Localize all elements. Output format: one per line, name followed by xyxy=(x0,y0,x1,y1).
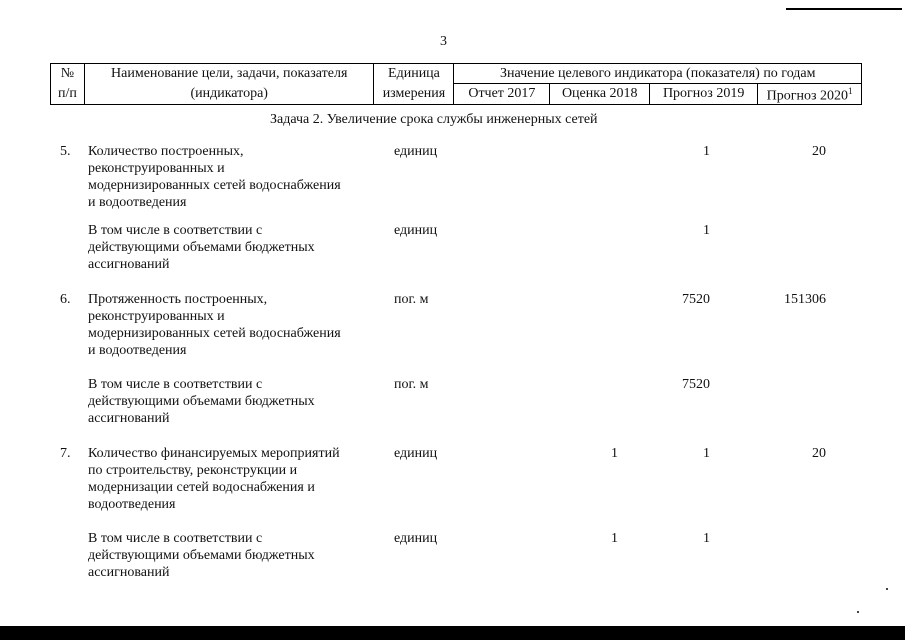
unit-of-measure: единиц xyxy=(394,446,438,461)
header-num-1: № xyxy=(51,64,85,84)
scan-bottom-edge xyxy=(0,626,905,640)
indicator-name-line: и водоотведения xyxy=(88,195,187,210)
unit-of-measure: единиц xyxy=(394,144,438,159)
row-number: 5. xyxy=(60,144,71,159)
indicator-name-line: и водоотведения xyxy=(88,343,187,358)
indicator-name-line: реконструированных и xyxy=(88,309,225,324)
unit-of-measure: пог. м xyxy=(394,377,429,392)
row-number: 7. xyxy=(60,446,71,461)
value-2019: 7520 xyxy=(682,292,710,307)
value-2019: 1 xyxy=(703,223,710,238)
indicator-name-line: модернизации сетей водоснабжения и xyxy=(88,480,315,495)
header-unit-2: измерения xyxy=(374,84,454,105)
scan-edge-line xyxy=(786,8,902,10)
header-unit-1: Единица xyxy=(374,64,454,84)
unit-of-measure: пог. м xyxy=(394,292,429,307)
value-2020: 20 xyxy=(812,446,826,461)
indicator-name xyxy=(88,143,378,211)
value-2019: 1 xyxy=(703,531,710,546)
indicator-name-line: действующими объемами бюджетных xyxy=(88,240,315,255)
indicator-name xyxy=(88,222,378,273)
row-number: 6. xyxy=(60,292,71,307)
indicator-name-line: ассигнований xyxy=(88,565,170,580)
value-2019: 7520 xyxy=(682,377,710,392)
indicator-name xyxy=(88,445,378,513)
indicator-name xyxy=(88,530,378,581)
indicator-name xyxy=(88,291,378,359)
header-year-2020 xyxy=(758,84,862,105)
value-2020: 151306 xyxy=(784,292,826,307)
indicator-name-line: модернизированных сетей водоснабжения xyxy=(88,178,341,193)
page-number: 3 xyxy=(440,34,447,49)
value-2018: 1 xyxy=(611,531,618,546)
value-2018: 1 xyxy=(611,446,618,461)
indicator-name-line: Количество финансируемых мероприятий xyxy=(88,446,340,461)
value-2020: 20 xyxy=(812,144,826,159)
header-values: Значение целевого индикатора (показателя) по годам xyxy=(454,64,862,84)
indicator-name-line: В том числе в соответствии с xyxy=(88,531,263,546)
unit-of-measure: единиц xyxy=(394,223,438,238)
indicator-name-line: Количество построенных, xyxy=(88,144,244,159)
header-name-2: (индикатора) xyxy=(84,84,374,105)
unit-of-measure: единиц xyxy=(394,531,438,546)
indicator-name-line: по строительству, реконструкции и xyxy=(88,463,298,478)
indicator-name-line: действующими объемами бюджетных xyxy=(88,394,315,409)
indicator-name-line: ассигнований xyxy=(88,257,170,272)
task-title: Задача 2. Увеличение срока службы инженерных сетей xyxy=(270,112,598,127)
indicator-name-line: водоотведения xyxy=(88,497,176,512)
header-name-1: Наименование цели, задачи, показателя xyxy=(84,64,374,84)
indicator-name-line: Протяженность построенных, xyxy=(88,292,268,307)
indicator-name-line: реконструированных и xyxy=(88,161,225,176)
indicator-name-line: ассигнований xyxy=(88,411,170,426)
value-2019: 1 xyxy=(703,446,710,461)
indicator-name-line: действующими объемами бюджетных xyxy=(88,548,315,563)
indicator-name-line: модернизированных сетей водоснабжения xyxy=(88,326,341,341)
header-year-2019: Прогноз 2019 xyxy=(650,84,758,105)
indicator-name-line: В том числе в соответствии с xyxy=(88,223,263,238)
header-num-2: п/п xyxy=(51,84,85,105)
header-year-2020-label: Прогноз 2020 xyxy=(766,88,848,104)
footnote-marker: 1 xyxy=(847,86,853,96)
header-year-2018: Оценка 2018 xyxy=(550,84,650,105)
indicator-name-line: В том числе в соответствии с xyxy=(88,377,263,392)
scan-speck xyxy=(886,588,888,590)
header-year-2017: Отчет 2017 xyxy=(454,84,550,105)
value-2019: 1 xyxy=(703,144,710,159)
indicator-name xyxy=(88,376,378,427)
scan-speck xyxy=(857,611,859,613)
table-header xyxy=(50,63,862,105)
